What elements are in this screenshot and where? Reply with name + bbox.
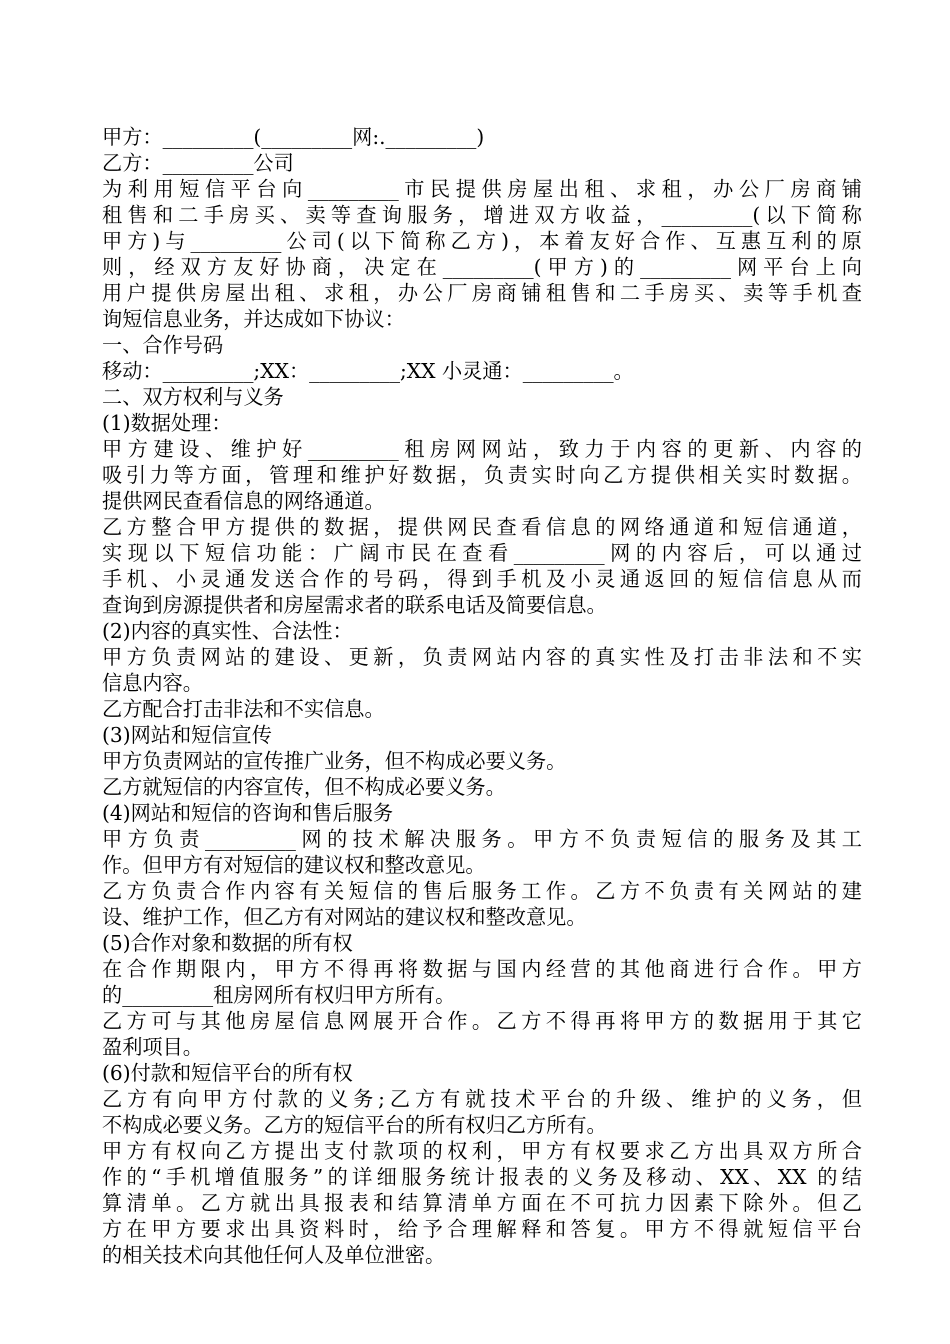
- subsection-3-heading: (3)网站和短信宣传: [102, 723, 272, 747]
- preamble-line-5: 用户提供房屋出租、求租，办公厂房商铺租售和二手房买、卖等手机查: [102, 281, 862, 305]
- subsection-2-heading: (2)内容的真实性、合法性：: [102, 619, 353, 643]
- paragraph-line: 甲方负责网站的建设、更新，负责网站内容的真实性及打击非法和不实: [102, 645, 862, 669]
- contract-document: [102, 124, 862, 1268]
- paragraph-line: 吸引力等方面，管理和维护好数据，负责实时向乙方提供相关实时数据。: [102, 463, 862, 487]
- paragraph-line: 不构成必要义务。乙方的短信平台的所有权归乙方所有。: [102, 1113, 607, 1137]
- cooperation-numbers-line: 移动：_________;XX：_________;XX 小灵通：_________。: [102, 359, 634, 383]
- paragraph-line: 实现以下短信功能：广阔市民在查看_________网的内容后，可以通过: [102, 541, 862, 565]
- preamble-line-6: 询短信息业务，并达成如下协议：: [102, 307, 405, 331]
- paragraph-line: 甲方负责网站的宣传推广业务，但不构成必要义务。: [102, 749, 567, 773]
- paragraph-line: 的相关技术向其他任何人及单位泄密。: [102, 1243, 446, 1267]
- paragraph-line: 甲方有权向乙方提出支付款项的权利，甲方有权要求乙方出具双方所合: [102, 1139, 862, 1163]
- paragraph-line: 作的“手机增值服务”的详细服务统计报表的义务及移动、XX、XX 的结: [102, 1165, 862, 1189]
- paragraph-line: 甲方建设、维护好_________租房网网站，致力于内容的更新、内容的: [102, 437, 862, 461]
- subsection-5-heading: (5)合作对象和数据的所有权: [102, 931, 353, 955]
- paragraph-line: 乙方就短信的内容宣传，但不构成必要义务。: [102, 775, 506, 799]
- paragraph-line: 在合作期限内，甲方不得再将数据与国内经营的其他商进行合作。甲方: [102, 957, 862, 981]
- paragraph-line: 的_________租房网所有权归甲方所有。: [102, 983, 456, 1007]
- preamble-line-3: 甲方)与_________公司(以下简称乙方)，本着友好合作、互惠互利的原: [102, 229, 862, 253]
- preamble-line-2: 租售和二手房买、卖等查询服务，增进双方收益，_________(以下简称: [102, 203, 862, 227]
- paragraph-line: 查询到房源提供者和房屋需求者的联系电话及简要信息。: [102, 593, 607, 617]
- paragraph-line: 信息内容。: [102, 671, 203, 695]
- preamble-line-4: 则，经双方友好协商，决定在_________(甲方)的_________网平台上向: [102, 255, 862, 279]
- party-b-line: 乙方：_________公司: [102, 151, 294, 175]
- paragraph-line: 提供网民查看信息的网络通道。: [102, 489, 385, 513]
- paragraph-line: 乙方有向甲方付款的义务;乙方有就技术平台的升级、维护的义务，但: [102, 1087, 862, 1111]
- subsection-6-heading: (6)付款和短信平台的所有权: [102, 1061, 353, 1085]
- subsection-4-heading: (4)网站和短信的咨询和售后服务: [102, 801, 394, 825]
- paragraph-line: 乙方配合打击非法和不实信息。: [102, 697, 385, 721]
- section-1-heading: 一、合作号码: [102, 333, 224, 357]
- paragraph-line: 方在甲方要求出具资料时，给予合理解释和答复。甲方不得就短信平台: [102, 1217, 862, 1241]
- paragraph-line: 盈利项目。: [102, 1035, 203, 1059]
- paragraph-line: 乙方可与其他房屋信息网展开合作。乙方不得再将甲方的数据用于其它: [102, 1009, 862, 1033]
- paragraph-line: 设、维护工作，但乙方有对网站的建议权和整改意见。: [102, 905, 587, 929]
- paragraph-line: 算清单。乙方就出具报表和结算清单方面在不可抗力因素下除外。但乙: [102, 1191, 862, 1215]
- paragraph-line: 作。但甲方有对短信的建议权和整改意见。: [102, 853, 486, 877]
- party-a-line: 甲方：_________(_________网:._________): [102, 125, 485, 149]
- paragraph-line: 乙方整合甲方提供的数据，提供网民查看信息的网络通道和短信通道，: [102, 515, 862, 539]
- paragraph-line: 手机、小灵通发送合作的号码，得到手机及小灵通返回的短信信息从而: [102, 567, 862, 591]
- section-2-heading: 二、双方权利与义务: [102, 385, 284, 409]
- preamble-line-1: 为利用短信平台向_________市民提供房屋出租、求租，办公厂房商铺: [102, 177, 862, 201]
- paragraph-line: 甲方负责_________网的技术解决服务。甲方不负责短信的服务及其工: [102, 827, 862, 851]
- subsection-1-heading: (1)数据处理：: [102, 411, 232, 435]
- paragraph-line: 乙方负责合作内容有关短信的售后服务工作。乙方不负责有关网站的建: [102, 879, 862, 903]
